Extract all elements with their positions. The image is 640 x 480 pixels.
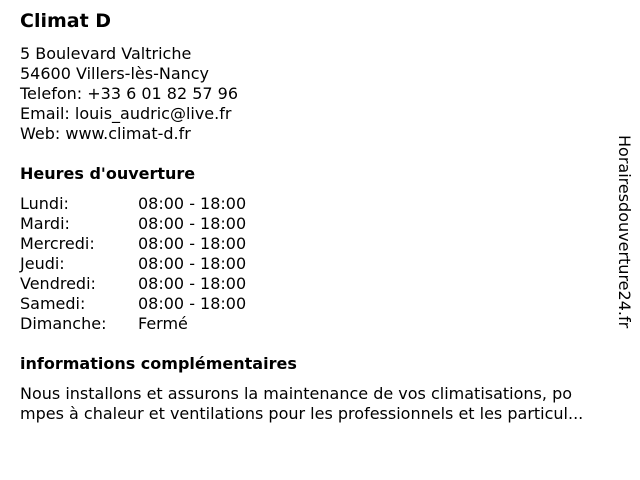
watermark-text: Horairesdouverture24.fr (615, 135, 634, 329)
hours-table (20, 194, 280, 334)
time-value: 08:00 - 18:00 (138, 254, 247, 273)
hours-row-thursday (20, 254, 280, 274)
info-description (20, 384, 632, 424)
info-line-2: mpes à chaleur et ventilations pour les professionnels et les particul... (20, 404, 584, 423)
address-line-1: 5 Boulevard Valtriche (20, 44, 192, 63)
hours-heading: Heures d'ouverture (20, 164, 196, 183)
time-value: Fermé (138, 314, 188, 333)
hours-row-monday (20, 194, 280, 214)
day-label: Mardi: (20, 214, 70, 233)
info-line-1: Nous installons et assurons la maintenance de vos climatisations, po (20, 384, 573, 403)
time-value: 08:00 - 18:00 (138, 194, 247, 213)
day-label: Dimanche: (20, 314, 107, 333)
email-address: Email: louis_audric@live.fr (20, 104, 232, 123)
day-label: Mercredi: (20, 234, 95, 253)
hours-row-tuesday (20, 214, 280, 234)
hours-row-wednesday (20, 234, 280, 254)
info-heading: informations complémentaires (20, 354, 297, 373)
hours-row-friday (20, 274, 280, 294)
day-label: Lundi: (20, 194, 69, 213)
contact-block (20, 44, 238, 144)
address-line-2: 54600 Villers-lès-Nancy (20, 64, 210, 83)
time-value: 08:00 - 18:00 (138, 274, 247, 293)
day-label: Vendredi: (20, 274, 96, 293)
business-name: Climat D (20, 10, 112, 32)
time-value: 08:00 - 18:00 (138, 294, 247, 313)
time-value: 08:00 - 18:00 (138, 234, 247, 253)
day-label: Jeudi: (20, 254, 65, 273)
day-label: Samedi: (20, 294, 86, 313)
website: Web: www.climat-d.fr (20, 124, 191, 143)
hours-row-saturday (20, 294, 280, 314)
hours-row-sunday (20, 314, 280, 334)
time-value: 08:00 - 18:00 (138, 214, 247, 233)
phone-number: Telefon: +33 6 01 82 57 96 (20, 84, 239, 103)
